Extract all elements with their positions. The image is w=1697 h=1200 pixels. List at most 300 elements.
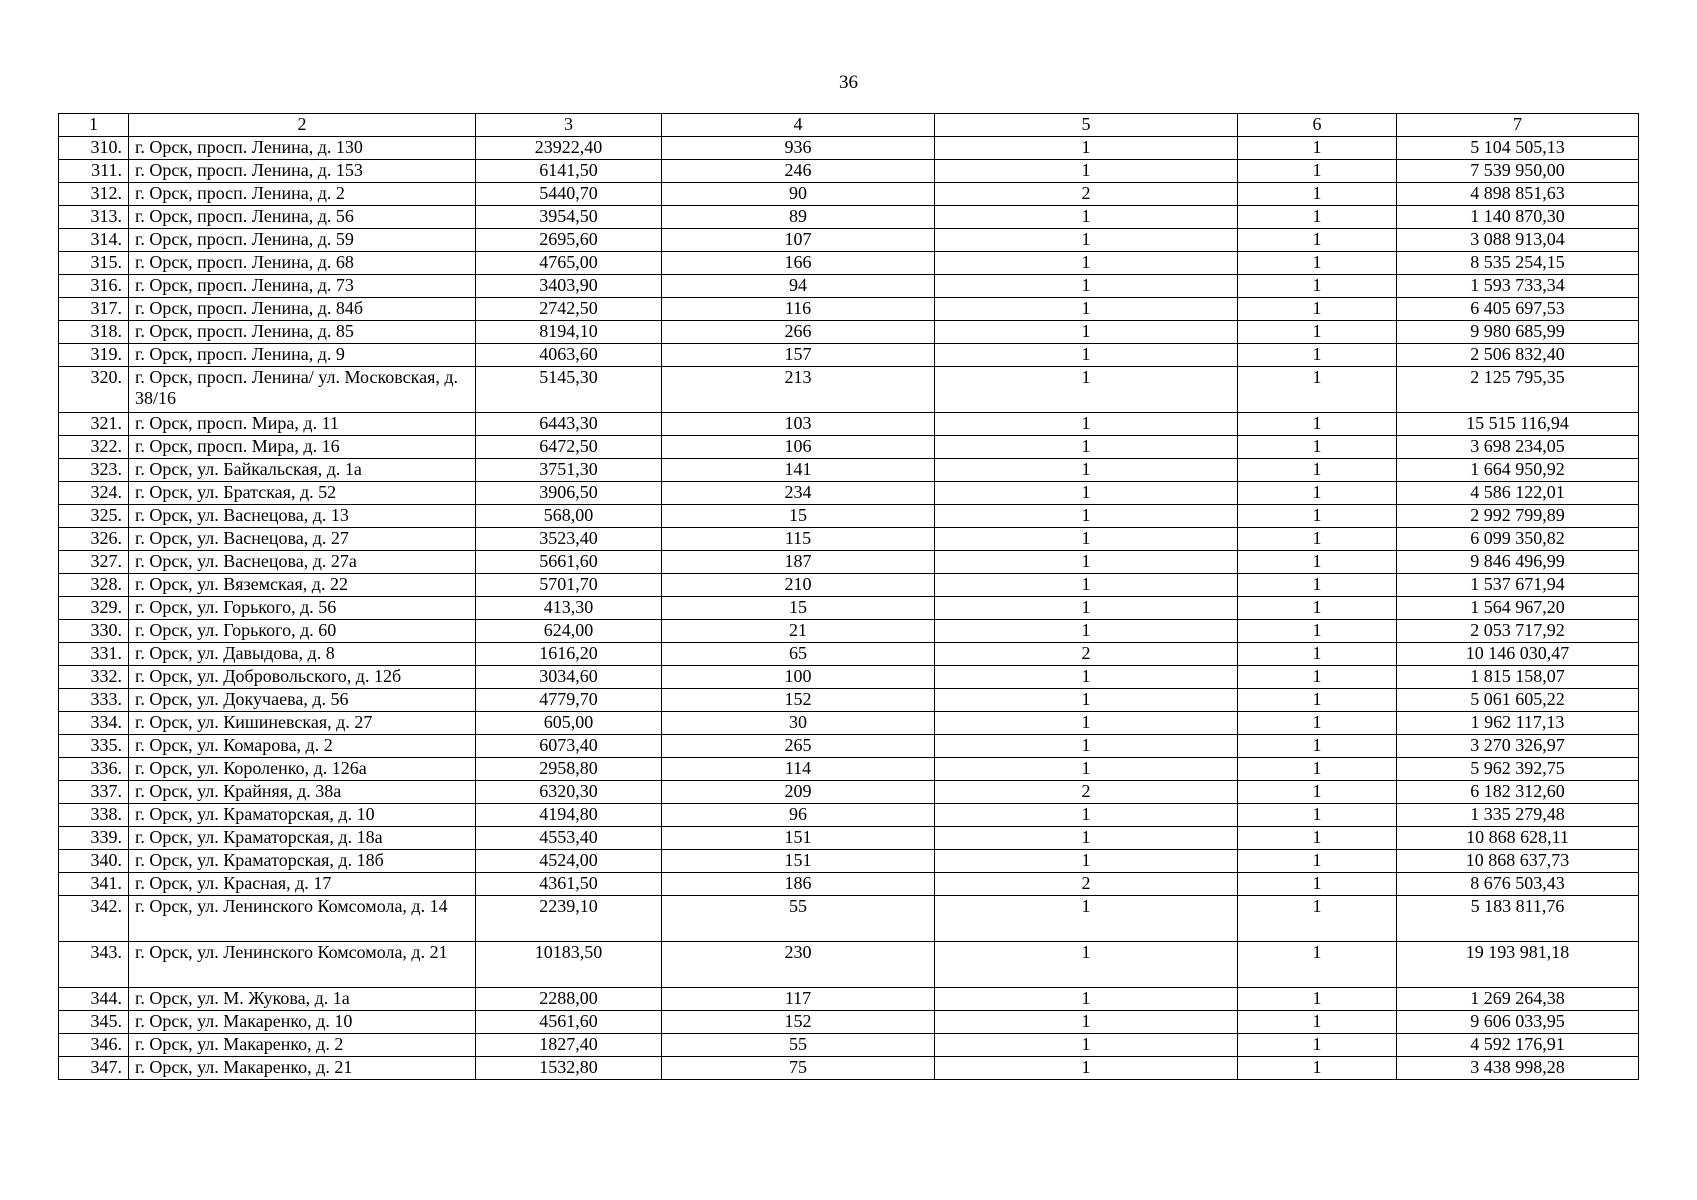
area-cell: 624,00 bbox=[476, 620, 662, 643]
column-5-cell: 1 bbox=[935, 1034, 1238, 1057]
column-5-cell: 1 bbox=[935, 827, 1238, 850]
row-number-cell: 327. bbox=[59, 551, 129, 574]
column-5-cell: 1 bbox=[935, 528, 1238, 551]
count-cell: 65 bbox=[662, 643, 935, 666]
area-cell: 6472,50 bbox=[476, 436, 662, 459]
cost-cell: 1 593 733,34 bbox=[1397, 275, 1639, 298]
column-6-cell: 1 bbox=[1238, 252, 1397, 275]
area-cell: 4194,80 bbox=[476, 804, 662, 827]
area-cell: 413,30 bbox=[476, 597, 662, 620]
table-row bbox=[59, 942, 1639, 988]
count-cell: 186 bbox=[662, 873, 935, 896]
count-cell: 100 bbox=[662, 666, 935, 689]
address-cell: г. Орск, ул. Краматорская, д. 18а bbox=[129, 827, 476, 850]
address-cell: г. Орск, ул. Макаренко, д. 21 bbox=[129, 1057, 476, 1080]
column-6-cell: 1 bbox=[1238, 482, 1397, 505]
column-5-cell: 1 bbox=[935, 574, 1238, 597]
row-number-cell: 334. bbox=[59, 712, 129, 735]
address-cell: г. Орск, просп. Ленина, д. 56 bbox=[129, 206, 476, 229]
row-number-cell: 331. bbox=[59, 643, 129, 666]
table-row bbox=[59, 482, 1639, 505]
row-number-cell: 321. bbox=[59, 413, 129, 436]
table-row bbox=[59, 1011, 1639, 1034]
row-number-cell: 333. bbox=[59, 689, 129, 712]
address-cell: г. Орск, ул. Макаренко, д. 10 bbox=[129, 1011, 476, 1034]
cost-cell: 6 182 312,60 bbox=[1397, 781, 1639, 804]
area-cell: 4779,70 bbox=[476, 689, 662, 712]
cost-cell: 3 270 326,97 bbox=[1397, 735, 1639, 758]
column-5-cell: 1 bbox=[935, 1011, 1238, 1034]
column-6-cell: 1 bbox=[1238, 183, 1397, 206]
column-6-cell: 1 bbox=[1238, 275, 1397, 298]
cost-cell: 1 664 950,92 bbox=[1397, 459, 1639, 482]
area-cell: 2239,10 bbox=[476, 896, 662, 942]
row-number-cell: 312. bbox=[59, 183, 129, 206]
table-row bbox=[59, 781, 1639, 804]
cost-cell: 5 104 505,13 bbox=[1397, 137, 1639, 160]
column-6-cell: 1 bbox=[1238, 229, 1397, 252]
area-cell: 10183,50 bbox=[476, 942, 662, 988]
column-6-cell: 1 bbox=[1238, 850, 1397, 873]
area-cell: 2288,00 bbox=[476, 988, 662, 1011]
table-row bbox=[59, 620, 1639, 643]
address-cell: г. Орск, просп. Ленина, д. 2 bbox=[129, 183, 476, 206]
table-header-row bbox=[59, 114, 1639, 137]
table-row bbox=[59, 160, 1639, 183]
address-cell: г. Орск, ул. Добровольского, д. 12б bbox=[129, 666, 476, 689]
count-cell: 187 bbox=[662, 551, 935, 574]
column-6-cell: 1 bbox=[1238, 712, 1397, 735]
column-6-cell: 1 bbox=[1238, 298, 1397, 321]
cost-cell: 10 868 628,11 bbox=[1397, 827, 1639, 850]
row-number-cell: 320. bbox=[59, 367, 129, 413]
column-6-cell: 1 bbox=[1238, 367, 1397, 413]
column-5-cell: 1 bbox=[935, 988, 1238, 1011]
address-cell: г. Орск, ул. Ленинского Комсомола, д. 21 bbox=[129, 942, 476, 988]
cost-cell: 9 980 685,99 bbox=[1397, 321, 1639, 344]
area-cell: 568,00 bbox=[476, 505, 662, 528]
address-cell: г. Орск, просп. Ленина, д. 85 bbox=[129, 321, 476, 344]
count-cell: 209 bbox=[662, 781, 935, 804]
column-5-cell: 1 bbox=[935, 298, 1238, 321]
address-cell: г. Орск, ул. Горького, д. 60 bbox=[129, 620, 476, 643]
column-6-cell: 1 bbox=[1238, 758, 1397, 781]
column-5-cell: 1 bbox=[935, 758, 1238, 781]
column-6-cell: 1 bbox=[1238, 160, 1397, 183]
table-row bbox=[59, 505, 1639, 528]
address-cell: г. Орск, просп. Ленина, д. 130 bbox=[129, 137, 476, 160]
count-cell: 141 bbox=[662, 459, 935, 482]
column-6-cell: 1 bbox=[1238, 1057, 1397, 1080]
column-5-cell: 1 bbox=[935, 459, 1238, 482]
table-row bbox=[59, 850, 1639, 873]
column-header: 7 bbox=[1397, 114, 1639, 137]
row-number-cell: 340. bbox=[59, 850, 129, 873]
column-5-cell: 1 bbox=[935, 850, 1238, 873]
area-cell: 4361,50 bbox=[476, 873, 662, 896]
cost-cell: 9 846 496,99 bbox=[1397, 551, 1639, 574]
column-6-cell: 1 bbox=[1238, 528, 1397, 551]
cost-cell: 4 898 851,63 bbox=[1397, 183, 1639, 206]
count-cell: 89 bbox=[662, 206, 935, 229]
table-row bbox=[59, 137, 1639, 160]
count-cell: 936 bbox=[662, 137, 935, 160]
cost-cell: 10 146 030,47 bbox=[1397, 643, 1639, 666]
column-6-cell: 1 bbox=[1238, 988, 1397, 1011]
area-cell: 5701,70 bbox=[476, 574, 662, 597]
count-cell: 75 bbox=[662, 1057, 935, 1080]
row-number-cell: 329. bbox=[59, 597, 129, 620]
cost-cell: 1 815 158,07 bbox=[1397, 666, 1639, 689]
cost-cell: 4 592 176,91 bbox=[1397, 1034, 1639, 1057]
column-6-cell: 1 bbox=[1238, 643, 1397, 666]
row-number-cell: 328. bbox=[59, 574, 129, 597]
row-number-cell: 316. bbox=[59, 275, 129, 298]
column-6-cell: 1 bbox=[1238, 574, 1397, 597]
column-6-cell: 1 bbox=[1238, 459, 1397, 482]
table-row bbox=[59, 666, 1639, 689]
cost-cell: 1 962 117,13 bbox=[1397, 712, 1639, 735]
count-cell: 151 bbox=[662, 827, 935, 850]
column-6-cell: 1 bbox=[1238, 597, 1397, 620]
table-row bbox=[59, 459, 1639, 482]
cost-cell: 1 269 264,38 bbox=[1397, 988, 1639, 1011]
table-row bbox=[59, 252, 1639, 275]
cost-cell: 1 537 671,94 bbox=[1397, 574, 1639, 597]
column-header: 2 bbox=[129, 114, 476, 137]
cost-cell: 10 868 637,73 bbox=[1397, 850, 1639, 873]
address-cell: г. Орск, просп. Ленина, д. 84б bbox=[129, 298, 476, 321]
cost-cell: 3 088 913,04 bbox=[1397, 229, 1639, 252]
column-5-cell: 1 bbox=[935, 229, 1238, 252]
column-5-cell: 1 bbox=[935, 482, 1238, 505]
column-5-cell: 1 bbox=[935, 735, 1238, 758]
row-number-cell: 324. bbox=[59, 482, 129, 505]
table-row bbox=[59, 344, 1639, 367]
row-number-cell: 337. bbox=[59, 781, 129, 804]
column-header: 4 bbox=[662, 114, 935, 137]
area-cell: 4561,60 bbox=[476, 1011, 662, 1034]
row-number-cell: 339. bbox=[59, 827, 129, 850]
column-6-cell: 1 bbox=[1238, 735, 1397, 758]
row-number-cell: 323. bbox=[59, 459, 129, 482]
column-5-cell: 1 bbox=[935, 413, 1238, 436]
table-row bbox=[59, 873, 1639, 896]
table-row bbox=[59, 528, 1639, 551]
area-cell: 3751,30 bbox=[476, 459, 662, 482]
column-5-cell: 1 bbox=[935, 367, 1238, 413]
row-number-cell: 317. bbox=[59, 298, 129, 321]
column-header: 1 bbox=[59, 114, 129, 137]
column-5-cell: 2 bbox=[935, 183, 1238, 206]
table-row bbox=[59, 735, 1639, 758]
cost-cell: 6 099 350,82 bbox=[1397, 528, 1639, 551]
area-cell: 6443,30 bbox=[476, 413, 662, 436]
row-number-cell: 345. bbox=[59, 1011, 129, 1034]
address-cell: г. Орск, ул. Горького, д. 56 bbox=[129, 597, 476, 620]
area-cell: 4524,00 bbox=[476, 850, 662, 873]
cost-cell: 2 053 717,92 bbox=[1397, 620, 1639, 643]
row-number-cell: 335. bbox=[59, 735, 129, 758]
count-cell: 21 bbox=[662, 620, 935, 643]
area-cell: 5440,70 bbox=[476, 183, 662, 206]
table-row bbox=[59, 321, 1639, 344]
column-header: 6 bbox=[1238, 114, 1397, 137]
count-cell: 55 bbox=[662, 1034, 935, 1057]
count-cell: 117 bbox=[662, 988, 935, 1011]
column-6-cell: 1 bbox=[1238, 321, 1397, 344]
cost-cell: 2 992 799,89 bbox=[1397, 505, 1639, 528]
column-5-cell: 1 bbox=[935, 597, 1238, 620]
address-cell: г. Орск, ул. Короленко, д. 126а bbox=[129, 758, 476, 781]
table-row bbox=[59, 298, 1639, 321]
count-cell: 265 bbox=[662, 735, 935, 758]
table-row bbox=[59, 988, 1639, 1011]
column-6-cell: 1 bbox=[1238, 344, 1397, 367]
column-5-cell: 1 bbox=[935, 505, 1238, 528]
column-5-cell: 1 bbox=[935, 206, 1238, 229]
column-5-cell: 2 bbox=[935, 781, 1238, 804]
table-row bbox=[59, 758, 1639, 781]
table-row bbox=[59, 1034, 1639, 1057]
column-6-cell: 1 bbox=[1238, 137, 1397, 160]
count-cell: 166 bbox=[662, 252, 935, 275]
cost-cell: 1 140 870,30 bbox=[1397, 206, 1639, 229]
area-cell: 4063,60 bbox=[476, 344, 662, 367]
area-cell: 1827,40 bbox=[476, 1034, 662, 1057]
address-cell: г. Орск, ул. Ленинского Комсомола, д. 14 bbox=[129, 896, 476, 942]
row-number-cell: 315. bbox=[59, 252, 129, 275]
column-6-cell: 1 bbox=[1238, 620, 1397, 643]
area-cell: 3523,40 bbox=[476, 528, 662, 551]
column-5-cell: 2 bbox=[935, 643, 1238, 666]
address-cell: г. Орск, ул. Давыдова, д. 8 bbox=[129, 643, 476, 666]
column-6-cell: 1 bbox=[1238, 1011, 1397, 1034]
column-header: 3 bbox=[476, 114, 662, 137]
count-cell: 15 bbox=[662, 597, 935, 620]
count-cell: 96 bbox=[662, 804, 935, 827]
address-cell: г. Орск, просп. Ленина, д. 59 bbox=[129, 229, 476, 252]
table-row bbox=[59, 689, 1639, 712]
row-number-cell: 310. bbox=[59, 137, 129, 160]
column-5-cell: 1 bbox=[935, 137, 1238, 160]
table-row bbox=[59, 804, 1639, 827]
cost-cell: 5 183 811,76 bbox=[1397, 896, 1639, 942]
cost-cell: 8 676 503,43 bbox=[1397, 873, 1639, 896]
cost-cell: 2 125 795,35 bbox=[1397, 367, 1639, 413]
row-number-cell: 346. bbox=[59, 1034, 129, 1057]
area-cell: 4553,40 bbox=[476, 827, 662, 850]
column-6-cell: 1 bbox=[1238, 942, 1397, 988]
column-6-cell: 1 bbox=[1238, 896, 1397, 942]
count-cell: 116 bbox=[662, 298, 935, 321]
column-5-cell: 1 bbox=[935, 689, 1238, 712]
row-number-cell: 332. bbox=[59, 666, 129, 689]
column-5-cell: 1 bbox=[935, 160, 1238, 183]
address-cell: г. Орск, ул. Краматорская, д. 18б bbox=[129, 850, 476, 873]
cost-cell: 5 061 605,22 bbox=[1397, 689, 1639, 712]
table-row bbox=[59, 712, 1639, 735]
area-cell: 5145,30 bbox=[476, 367, 662, 413]
area-cell: 2695,60 bbox=[476, 229, 662, 252]
table-row bbox=[59, 551, 1639, 574]
row-number-cell: 311. bbox=[59, 160, 129, 183]
address-cell: г. Орск, ул. Крайняя, д. 38а bbox=[129, 781, 476, 804]
count-cell: 151 bbox=[662, 850, 935, 873]
address-cell: г. Орск, ул. Красная, д. 17 bbox=[129, 873, 476, 896]
row-number-cell: 330. bbox=[59, 620, 129, 643]
row-number-cell: 326. bbox=[59, 528, 129, 551]
row-number-cell: 325. bbox=[59, 505, 129, 528]
cost-cell: 1 564 967,20 bbox=[1397, 597, 1639, 620]
count-cell: 94 bbox=[662, 275, 935, 298]
cost-cell: 3 438 998,28 bbox=[1397, 1057, 1639, 1080]
row-number-cell: 343. bbox=[59, 942, 129, 988]
area-cell: 5661,60 bbox=[476, 551, 662, 574]
column-6-cell: 1 bbox=[1238, 873, 1397, 896]
address-cell: г. Орск, ул. Васнецова, д. 27 bbox=[129, 528, 476, 551]
count-cell: 152 bbox=[662, 1011, 935, 1034]
column-6-cell: 1 bbox=[1238, 413, 1397, 436]
count-cell: 213 bbox=[662, 367, 935, 413]
table-row bbox=[59, 1057, 1639, 1080]
count-cell: 266 bbox=[662, 321, 935, 344]
table-row bbox=[59, 413, 1639, 436]
address-cell: г. Орск, ул. Байкальская, д. 1а bbox=[129, 459, 476, 482]
column-5-cell: 1 bbox=[935, 551, 1238, 574]
cost-cell: 5 962 392,75 bbox=[1397, 758, 1639, 781]
column-5-cell: 1 bbox=[935, 275, 1238, 298]
cost-cell: 15 515 116,94 bbox=[1397, 413, 1639, 436]
count-cell: 107 bbox=[662, 229, 935, 252]
column-5-cell: 1 bbox=[935, 712, 1238, 735]
count-cell: 30 bbox=[662, 712, 935, 735]
row-number-cell: 341. bbox=[59, 873, 129, 896]
column-5-cell: 1 bbox=[935, 252, 1238, 275]
area-cell: 23922,40 bbox=[476, 137, 662, 160]
count-cell: 157 bbox=[662, 344, 935, 367]
address-cell: г. Орск, ул. Кишиневская, д. 27 bbox=[129, 712, 476, 735]
column-6-cell: 1 bbox=[1238, 781, 1397, 804]
table-row bbox=[59, 206, 1639, 229]
count-cell: 246 bbox=[662, 160, 935, 183]
row-number-cell: 336. bbox=[59, 758, 129, 781]
address-cell: г. Орск, просп. Ленина, д. 68 bbox=[129, 252, 476, 275]
count-cell: 152 bbox=[662, 689, 935, 712]
area-cell: 3403,90 bbox=[476, 275, 662, 298]
column-5-cell: 1 bbox=[935, 321, 1238, 344]
area-cell: 6141,50 bbox=[476, 160, 662, 183]
column-6-cell: 1 bbox=[1238, 666, 1397, 689]
page-number: 36 bbox=[839, 72, 858, 93]
column-5-cell: 1 bbox=[935, 436, 1238, 459]
column-header: 5 bbox=[935, 114, 1238, 137]
cost-cell: 2 506 832,40 bbox=[1397, 344, 1639, 367]
address-cell: г. Орск, просп. Мира, д. 11 bbox=[129, 413, 476, 436]
column-5-cell: 1 bbox=[935, 666, 1238, 689]
cost-cell: 4 586 122,01 bbox=[1397, 482, 1639, 505]
area-cell: 3034,60 bbox=[476, 666, 662, 689]
address-cell: г. Орск, ул. Братская, д. 52 bbox=[129, 482, 476, 505]
address-cell: г. Орск, ул. Краматорская, д. 10 bbox=[129, 804, 476, 827]
table-row bbox=[59, 574, 1639, 597]
table-row bbox=[59, 229, 1639, 252]
area-cell: 1616,20 bbox=[476, 643, 662, 666]
address-cell: г. Орск, просп. Ленина, д. 9 bbox=[129, 344, 476, 367]
column-6-cell: 1 bbox=[1238, 1034, 1397, 1057]
cost-cell: 3 698 234,05 bbox=[1397, 436, 1639, 459]
column-5-cell: 1 bbox=[935, 804, 1238, 827]
column-6-cell: 1 bbox=[1238, 206, 1397, 229]
column-6-cell: 1 bbox=[1238, 551, 1397, 574]
cost-cell: 7 539 950,00 bbox=[1397, 160, 1639, 183]
address-cell: г. Орск, ул. М. Жукова, д. 1а bbox=[129, 988, 476, 1011]
cost-cell: 9 606 033,95 bbox=[1397, 1011, 1639, 1034]
area-cell: 6320,30 bbox=[476, 781, 662, 804]
row-number-cell: 342. bbox=[59, 896, 129, 942]
count-cell: 230 bbox=[662, 942, 935, 988]
area-cell: 605,00 bbox=[476, 712, 662, 735]
row-number-cell: 338. bbox=[59, 804, 129, 827]
table-row bbox=[59, 643, 1639, 666]
row-number-cell: 314. bbox=[59, 229, 129, 252]
table-row bbox=[59, 597, 1639, 620]
count-cell: 55 bbox=[662, 896, 935, 942]
cost-cell: 6 405 697,53 bbox=[1397, 298, 1639, 321]
address-cell: г. Орск, ул. Докучаева, д. 56 bbox=[129, 689, 476, 712]
address-cell: г. Орск, ул. Васнецова, д. 13 bbox=[129, 505, 476, 528]
column-6-cell: 1 bbox=[1238, 436, 1397, 459]
address-cell: г. Орск, ул. Комарова, д. 2 bbox=[129, 735, 476, 758]
column-6-cell: 1 bbox=[1238, 689, 1397, 712]
count-cell: 90 bbox=[662, 183, 935, 206]
column-5-cell: 2 bbox=[935, 873, 1238, 896]
area-cell: 2958,80 bbox=[476, 758, 662, 781]
area-cell: 3906,50 bbox=[476, 482, 662, 505]
column-5-cell: 1 bbox=[935, 344, 1238, 367]
address-cell: г. Орск, просп. Ленина, д. 153 bbox=[129, 160, 476, 183]
row-number-cell: 318. bbox=[59, 321, 129, 344]
count-cell: 210 bbox=[662, 574, 935, 597]
address-cell: г. Орск, ул. Васнецова, д. 27а bbox=[129, 551, 476, 574]
count-cell: 15 bbox=[662, 505, 935, 528]
count-cell: 115 bbox=[662, 528, 935, 551]
table-row bbox=[59, 367, 1639, 413]
area-cell: 6073,40 bbox=[476, 735, 662, 758]
table-row bbox=[59, 827, 1639, 850]
column-6-cell: 1 bbox=[1238, 827, 1397, 850]
column-6-cell: 1 bbox=[1238, 505, 1397, 528]
table-row bbox=[59, 275, 1639, 298]
row-number-cell: 319. bbox=[59, 344, 129, 367]
address-cell: г. Орск, просп. Мира, д. 16 bbox=[129, 436, 476, 459]
cost-cell: 19 193 981,18 bbox=[1397, 942, 1639, 988]
column-5-cell: 1 bbox=[935, 942, 1238, 988]
column-5-cell: 1 bbox=[935, 1057, 1238, 1080]
count-cell: 106 bbox=[662, 436, 935, 459]
address-cell: г. Орск, ул. Макаренко, д. 2 bbox=[129, 1034, 476, 1057]
address-cell: г. Орск, просп. Ленина/ ул. Московская, д. 38/16 bbox=[129, 367, 476, 413]
count-cell: 103 bbox=[662, 413, 935, 436]
column-5-cell: 1 bbox=[935, 896, 1238, 942]
table-row bbox=[59, 183, 1639, 206]
area-cell: 2742,50 bbox=[476, 298, 662, 321]
cost-cell: 8 535 254,15 bbox=[1397, 252, 1639, 275]
cost-cell: 1 335 279,48 bbox=[1397, 804, 1639, 827]
area-cell: 8194,10 bbox=[476, 321, 662, 344]
row-number-cell: 344. bbox=[59, 988, 129, 1011]
count-cell: 114 bbox=[662, 758, 935, 781]
